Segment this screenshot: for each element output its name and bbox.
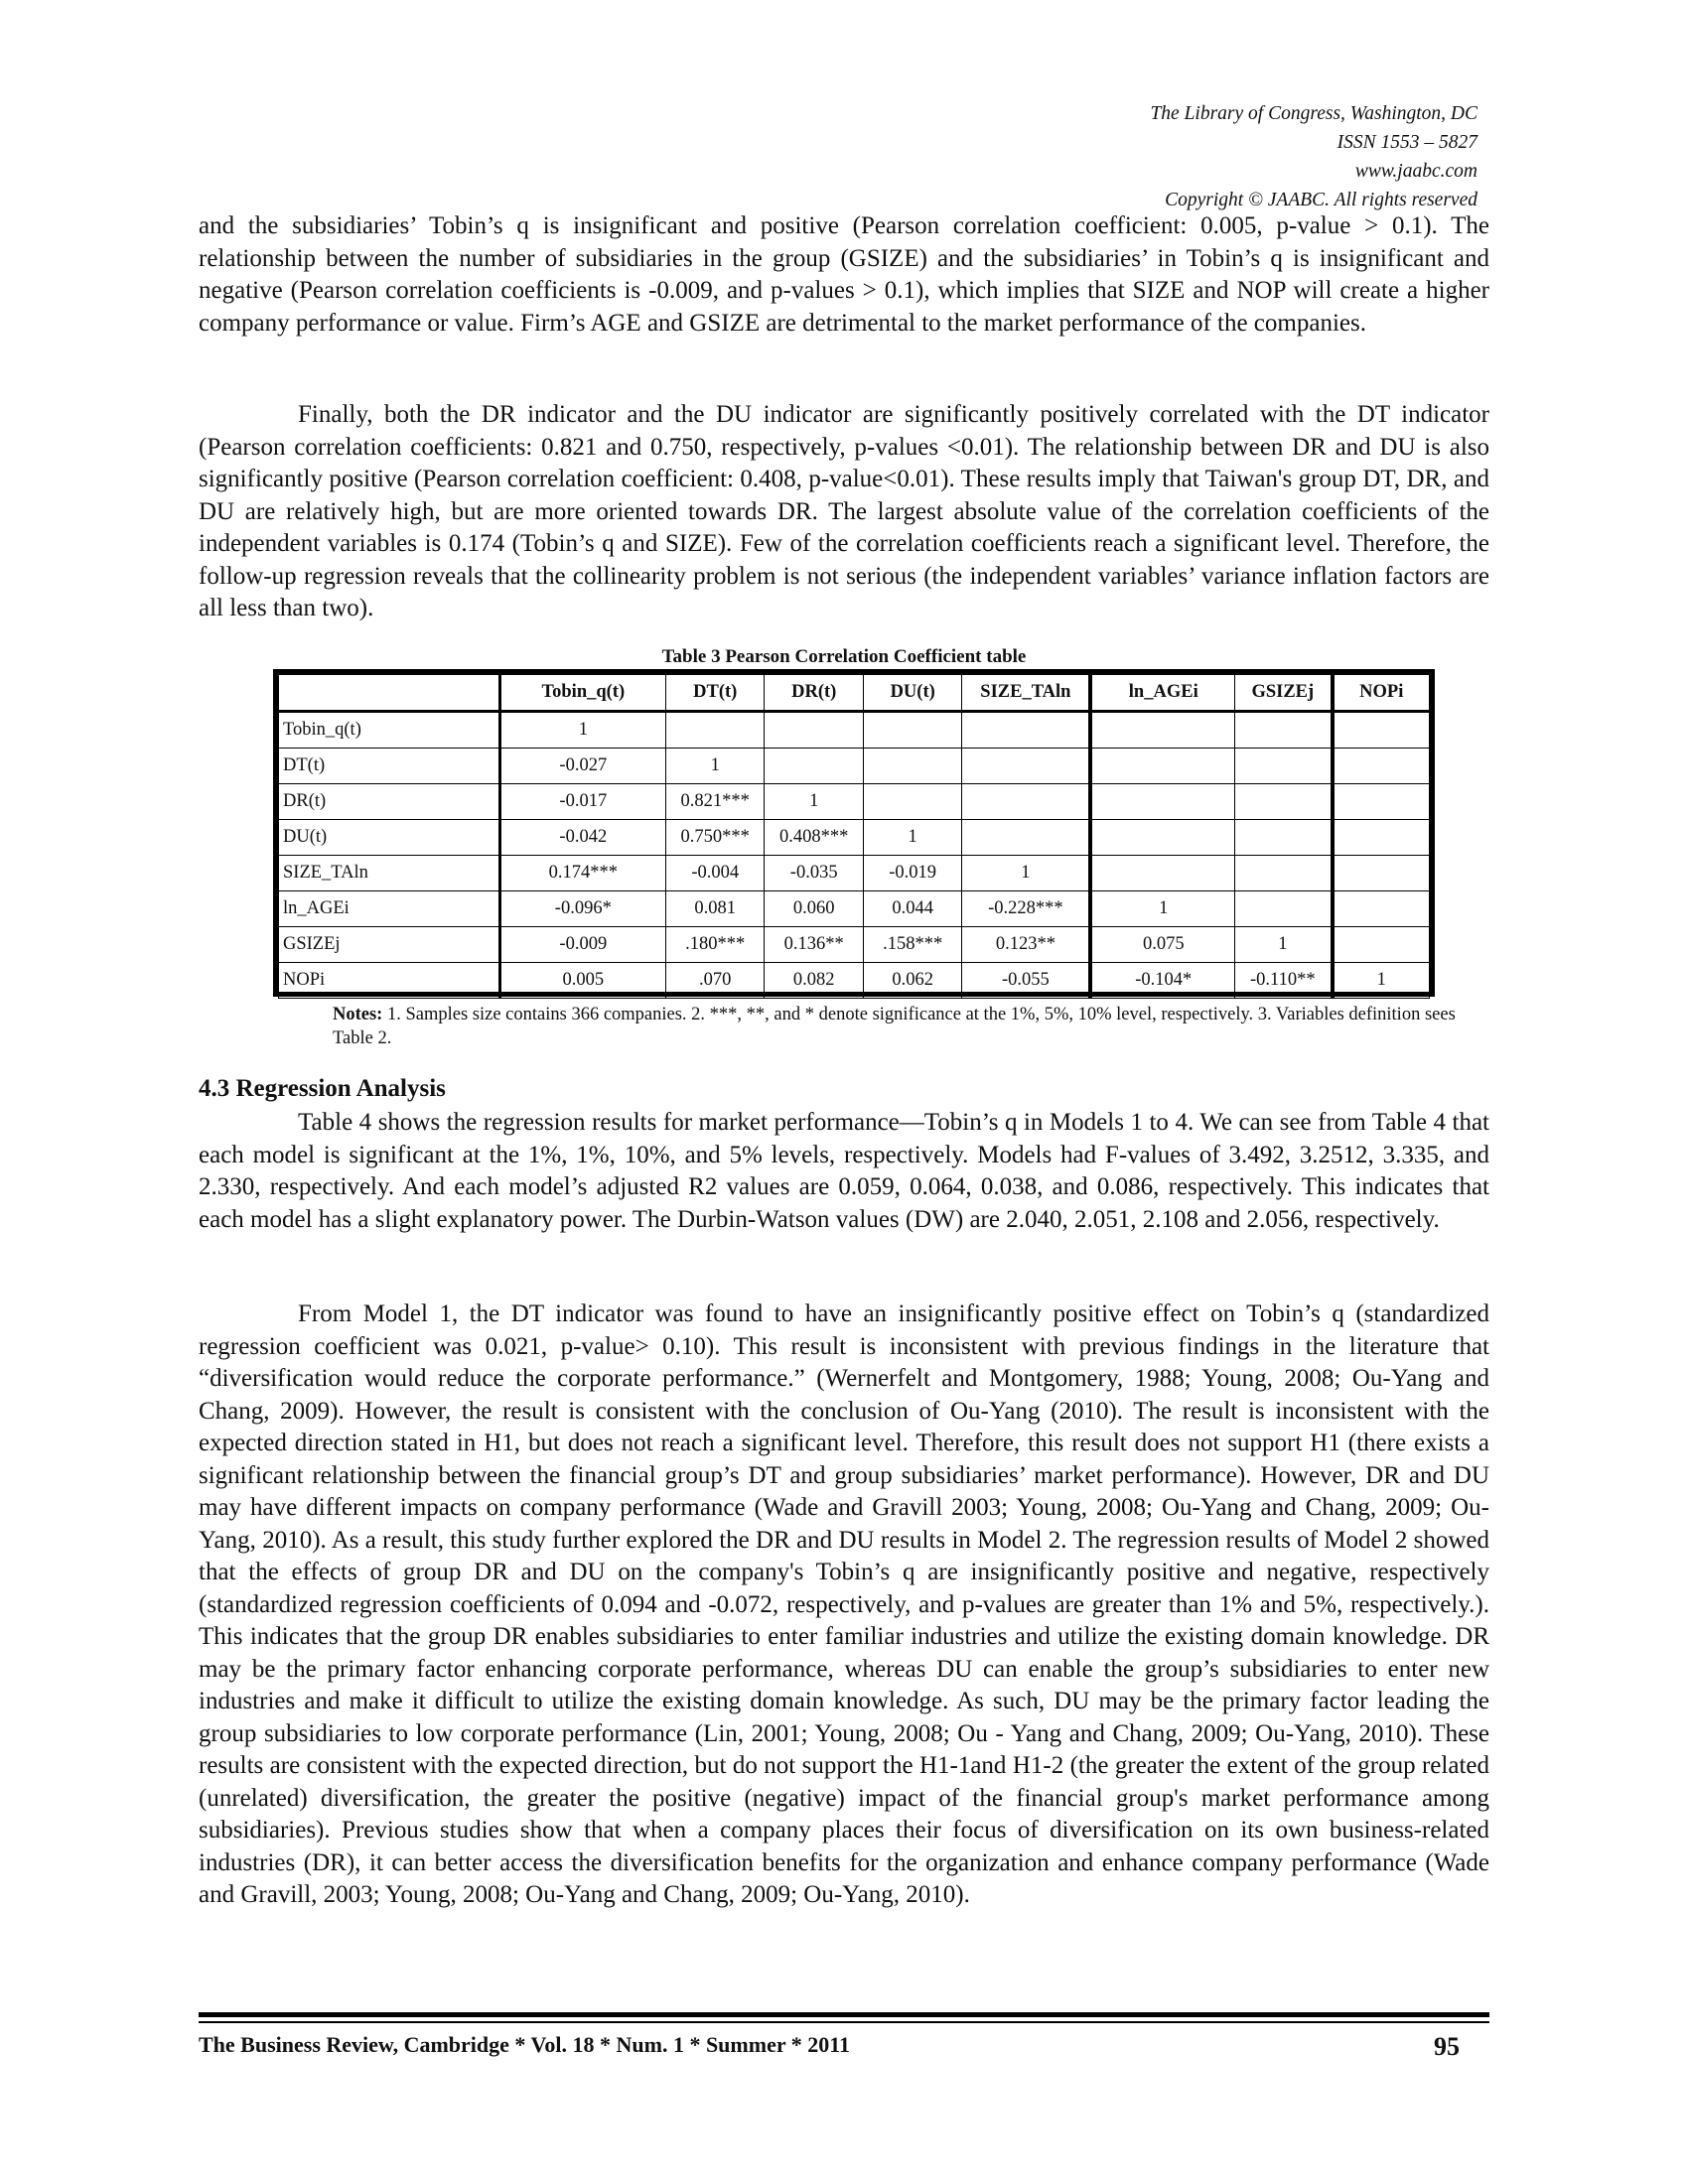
table-cell	[1235, 712, 1333, 749]
notes-label: Notes:	[333, 1005, 383, 1024]
table-row	[279, 856, 1430, 891]
table-header-cell: Tobin_q(t)	[499, 675, 665, 712]
table-cell: 1	[499, 712, 665, 749]
table-cell	[1090, 820, 1234, 856]
correlation-table-frame	[273, 669, 1435, 997]
footer-journal: The Business Review, Cambridge * Vol. 18 * Num. 1 * Summer * 2011	[199, 2032, 850, 2057]
table-caption: Table 3 Pearson Correlation Coefficient table	[661, 646, 1027, 667]
table-cell: .158***	[863, 927, 961, 963]
table-cell: 0.174***	[499, 856, 665, 891]
table-cell: -0.096*	[499, 891, 665, 927]
section-heading: 4.3 Regression Analysis	[199, 1075, 446, 1102]
table-cell	[1090, 712, 1234, 749]
table-row	[279, 891, 1430, 927]
table-cell: 1	[666, 749, 765, 784]
table-row	[279, 820, 1430, 856]
table-row-label: NOPi	[279, 963, 500, 999]
table-cell	[1235, 784, 1333, 820]
table-cell: -0.017	[499, 784, 665, 820]
table-row-label: ln_AGEi	[279, 891, 500, 927]
notes-text: 1. Samples size contains 366 companies. 2. ***, **, and * denote significance at the 1%, 5%, 10% level, respectively. 3. Variables definition sees Table 2.	[333, 1005, 1456, 1048]
table-cell: 0.062	[863, 963, 961, 999]
table-cell: -0.009	[499, 927, 665, 963]
header-line-1: The Library of Congress, Washington, DC	[1150, 103, 1477, 124]
table-header-cell: DT(t)	[666, 675, 765, 712]
table-cell: 0.005	[499, 963, 665, 999]
table-cell: 0.136**	[765, 927, 863, 963]
table-cell	[1090, 856, 1234, 891]
table-cell: .180***	[666, 927, 765, 963]
table-cell: 0.750***	[666, 820, 765, 856]
table-header-cell: NOPi	[1333, 675, 1430, 712]
table-row	[279, 963, 1430, 999]
table-cell	[962, 784, 1090, 820]
table-cell	[765, 712, 863, 749]
table-cell: -0.104*	[1090, 963, 1234, 999]
header-line-3: www.jaabc.com	[1354, 161, 1477, 182]
table-cell: -0.019	[863, 856, 961, 891]
table-cell: -0.228***	[962, 891, 1090, 927]
table-cell	[1235, 820, 1333, 856]
table-cell	[863, 784, 961, 820]
table-cell	[962, 749, 1090, 784]
table-cell: 1	[863, 820, 961, 856]
paragraph-4-text: From Model 1, the DT indicator was found to have an insignificantly positive effect on Tobin’s q (standardized regression coefficient was 0.021, p-value> 0.10). This result is inconsistent with previous findings in the literature that “diversification would reduce the corporate performance.” (Wernerfelt and Montgomery, 1988; Young, 2008; Ou-Yang and Chang, 2009). However, the result is consistent with the conclusion of Ou-Yang (2010). The result is inconsistent with the expected direction stated in H1, but does not reach a significant level. Therefore, this result does not support H1 (there exists a significant relationship between the financial group’s DT and group subsidiaries’ market performance). However, DR and DU may have different impacts on company performance (Wade and Gravill 2003; Young, 2008; Ou-Yang and Chang, 2009; Ou-Yang, 2010). As a result, this study further explored the DR and DU results in Model 2. The regression results of Model 2 showed that the effects of group DR and DU on the company's Tobin’s q are insignificantly positive and negative, respectively (standardized regression coefficients of 0.094 and -0.072, respectively, and p-values are greater than 1% and 5%, respectively.). This indicates that the group DR enables subsidiaries to enter familiar industries and utilize the existing domain knowledge. DR may be the primary factor enhancing corporate performance, whereas DU can enable the group’s subsidiaries to enter new industries and make it difficult to utilize the existing domain knowledge. As such, DU may be the primary factor leading the group subsidiaries to low corporate performance (Lin, 2001; Young, 2008; Ou - Yang and Chang, 2009; Ou-Yang, 2010). These results are consistent with the expected direction, but do not support the H1-1and H1-2 (the greater the extent of the group related (unrelated) diversification, the greater the positive (negative) impact of the financial group's market performance among subsidiaries). Previous studies show that when a company places their focus of diversification on its own business-related industries (DR), it can better access the diversification benefits for the organization and enhance company performance (Wade and Gravill, 2003; Young, 2008; Ou-Yang and Chang, 2009; Ou-Yang, 2010).	[199, 1300, 1489, 1908]
table-header-cell: GSIZEj	[1235, 675, 1333, 712]
table-cell: 0.044	[863, 891, 961, 927]
table-cell	[1333, 820, 1430, 856]
header-line-4: Copyright © JAABC. All rights reserved	[1165, 190, 1477, 210]
table-cell	[1235, 856, 1333, 891]
table-header-row	[279, 675, 1430, 712]
paragraph-3-text: Table 4 shows the regression results for market performance—Tobin’s q in Models 1 to 4. We can see from Table 4 that each model is significant at the 1%, 1%, 10%, and 5% levels, respectively. Models had F-values of 3.492, 3.2512, 3.335, and 2.330, respectively. And each model’s adjusted R2 values are 0.059, 0.064, 0.038, and 0.086, respectively. This indicates that each model has a slight explanatory power. The Durbin-Watson values (DW) are 2.040, 2.051, 2.108 and 2.056, respectively.	[199, 1109, 1489, 1233]
table-cell: 1	[1333, 963, 1430, 999]
table-cell: -0.110**	[1235, 963, 1333, 999]
table-cell: 1	[962, 856, 1090, 891]
footer-rule-thick	[199, 2012, 1489, 2017]
table-cell	[666, 712, 765, 749]
table-row-label: GSIZEj	[279, 927, 500, 963]
table-row-label: DU(t)	[279, 820, 500, 856]
table-cell	[962, 712, 1090, 749]
table-cell	[1333, 856, 1430, 891]
table-cell: -0.035	[765, 856, 863, 891]
correlation-table	[278, 674, 1430, 999]
table-cell: 0.082	[765, 963, 863, 999]
paragraph-1	[199, 210, 1489, 340]
journal-header	[1150, 99, 1477, 214]
table-cell: 1	[1235, 927, 1333, 963]
table-cell	[863, 749, 961, 784]
paragraph-4	[199, 1298, 1489, 1912]
paragraph-2-text: Finally, both the DR indicator and the DU indicator are significantly positively correlated with the DT indicator (Pearson correlation coefficients: 0.821 and 0.750, respectively, p-values <0.01). The relationship between DR and DU is also significantly positive (Pearson correlation coefficient: 0.408, p-value<0.01). These results imply that Taiwan's group DT, DR, and DU are relatively high, but are more oriented towards DR. The largest absolute value of the correlation coefficients of the independent variables is 0.174 (Tobin’s q and SIZE). Few of the correlation coefficients reach a significant level. Therefore, the follow-up regression reveals that the collinearity problem is not serious (the independent variables’ variance inflation factors are all less than two).	[199, 401, 1489, 621]
table-header-cell: DR(t)	[765, 675, 863, 712]
table-cell	[1333, 927, 1430, 963]
table-cell	[1333, 712, 1430, 749]
table-header-cell: ln_AGEi	[1090, 675, 1234, 712]
table-header-cell: DU(t)	[863, 675, 961, 712]
table-cell: -0.027	[499, 749, 665, 784]
table-cell	[1333, 784, 1430, 820]
table-cell: 0.060	[765, 891, 863, 927]
table-cell: 0.081	[666, 891, 765, 927]
footer-rule-thin	[199, 2021, 1489, 2023]
table-header-cell: SIZE_TAln	[962, 675, 1090, 712]
page-footer	[199, 2032, 1489, 2061]
table-notes	[333, 1003, 1465, 1050]
table-cell: 0.075	[1090, 927, 1234, 963]
table-cell: 1	[765, 784, 863, 820]
table-cell	[1333, 891, 1430, 927]
table-cell: 1	[1090, 891, 1234, 927]
table-cell: 0.408***	[765, 820, 863, 856]
paragraph-3	[199, 1107, 1489, 1236]
table-cell: -0.042	[499, 820, 665, 856]
paragraph-1-text: and the subsidiaries’ Tobin’s q is insignificant and positive (Pearson correlation coefficient: 0.005, p-value > 0.1). The relationship between the number of subsidiaries in the group (GSIZE) and the subsidiaries’ in Tobin’s q is insignificant and negative (Pearson correlation coefficients is -0.009, and p-values > 0.1), which implies that SIZE and NOP will create a higher company performance or value. Firm’s AGE and GSIZE are detrimental to the market performance of the companies.	[199, 212, 1489, 337]
table-row	[279, 927, 1430, 963]
header-line-2: ISSN 1553 – 5827	[1336, 132, 1477, 153]
table-cell	[1090, 749, 1234, 784]
table-cell	[1333, 749, 1430, 784]
table-cell: 0.123**	[962, 927, 1090, 963]
table-cell	[1235, 891, 1333, 927]
table-cell: -0.004	[666, 856, 765, 891]
table-row	[279, 749, 1430, 784]
paragraph-2	[199, 399, 1489, 625]
table-header-cell	[279, 675, 500, 712]
table-row-label: SIZE_TAln	[279, 856, 500, 891]
table-row-label: DT(t)	[279, 749, 500, 784]
table-cell	[765, 749, 863, 784]
table-row	[279, 712, 1430, 749]
table-cell	[1090, 784, 1234, 820]
table-cell: .070	[666, 963, 765, 999]
page-number: 95	[1434, 2032, 1460, 2061]
table-cell: 0.821***	[666, 784, 765, 820]
table-cell	[962, 820, 1090, 856]
table-row	[279, 784, 1430, 820]
table-cell: -0.055	[962, 963, 1090, 999]
table-cell	[1235, 749, 1333, 784]
table-cell	[863, 712, 961, 749]
table-row-label: DR(t)	[279, 784, 500, 820]
table-row-label: Tobin_q(t)	[279, 712, 500, 749]
